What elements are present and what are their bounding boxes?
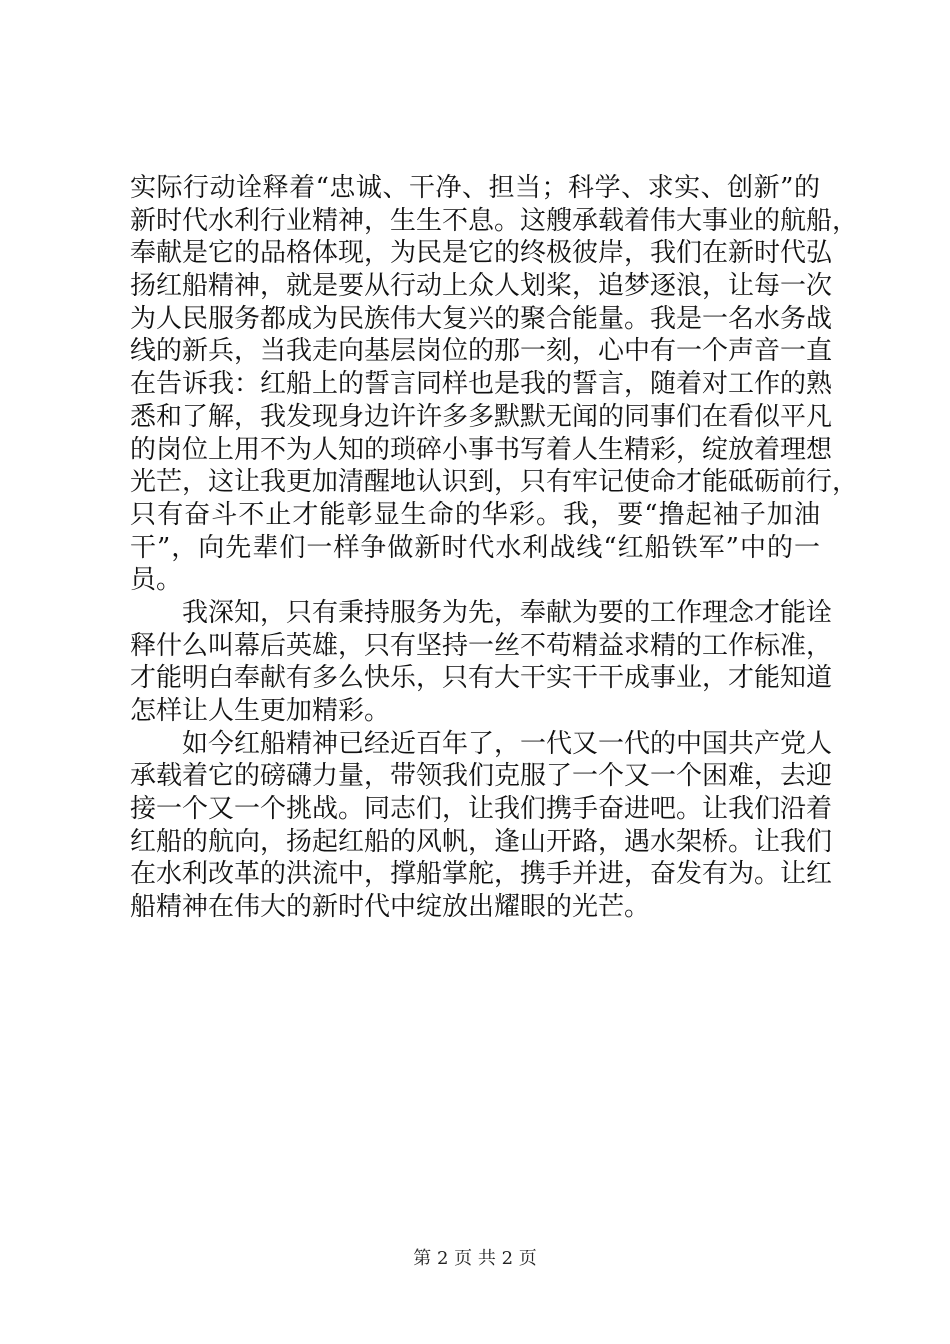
text-line: 实际行动诠释着“忠诚、干净、担当；科学、求实、创新”的 <box>130 173 820 203</box>
paragraph-2 <box>130 597 833 728</box>
text-line: 承载着它的磅礴力量，带领我们克服了一个又一个困难，去迎 <box>130 761 833 792</box>
text-line: 红船的航向，扬起红船的风帆，逢山开路，遇水架桥。让我们 <box>130 826 833 857</box>
text-line: 释什么叫幕后英雄，只有坚持一丝不苟精益求精的工作标准， <box>130 630 833 661</box>
document-body <box>130 172 859 924</box>
text-line: 悉和了解，我发现身边许许多多默默无闻的同事们在看似平凡 <box>130 401 833 432</box>
text-line: 接一个又一个挑战。同志们，让我们携手奋进吧。让我们沿着 <box>130 794 833 825</box>
text-line: 新时代水利行业精神，生生不息。这艘承载着伟大事业的航船， <box>130 205 859 236</box>
page-number-footer: 第 2 页 共 2 页 <box>413 1248 537 1269</box>
text-line: 才能明白奉献有多么快乐，只有大干实干干成事业，才能知道 <box>130 663 833 694</box>
text-line: 员。 <box>130 565 183 596</box>
text-line: 线的新兵，当我走向基层岗位的那一刻，心中有一个声音一直 <box>130 336 833 367</box>
text-line: 为人民服务都成为民族伟大复兴的聚合能量。我是一名水务战 <box>130 303 833 334</box>
text-line: 奉献是它的品格体现，为民是它的终极彼岸，我们在新时代弘 <box>130 238 833 269</box>
text-line: 的岗位上用不为人知的琐碎小事书写着人生精彩，绽放着理想 <box>130 434 833 465</box>
text-line: 只有奋斗不止才能彰显生命的华彩。我，要“撸起袖子加油 <box>130 499 820 530</box>
text-line: 光芒，这让我更加清醒地认识到，只有牢记使命才能砥砺前行， <box>130 467 859 498</box>
text-line: 我深知，只有秉持服务为先，奉献为要的工作理念才能诠 <box>182 597 833 628</box>
text-line: 在水利改革的洪流中，撑船掌舵，携手并进，奋发有为。让红 <box>130 859 833 890</box>
text-line: 怎样让人生更加精彩。 <box>130 696 391 726</box>
text-line: 如今红船精神已经近百年了，一代又一代的中国共产党人 <box>182 728 833 759</box>
text-line: 在告诉我：红船上的誓言同样也是我的誓言，随着对工作的熟 <box>130 369 833 400</box>
paragraph-1 <box>130 172 859 597</box>
text-line: 船精神在伟大的新时代中绽放出耀眼的光芒。 <box>130 892 651 923</box>
paragraph-3 <box>130 728 833 924</box>
text-line: 干”，向先辈们一样争做新时代水利战线“红船铁军”中的一 <box>130 532 820 563</box>
text-line: 扬红船精神，就是要从行动上众人划桨，追梦逐浪，让每一次 <box>130 271 833 302</box>
